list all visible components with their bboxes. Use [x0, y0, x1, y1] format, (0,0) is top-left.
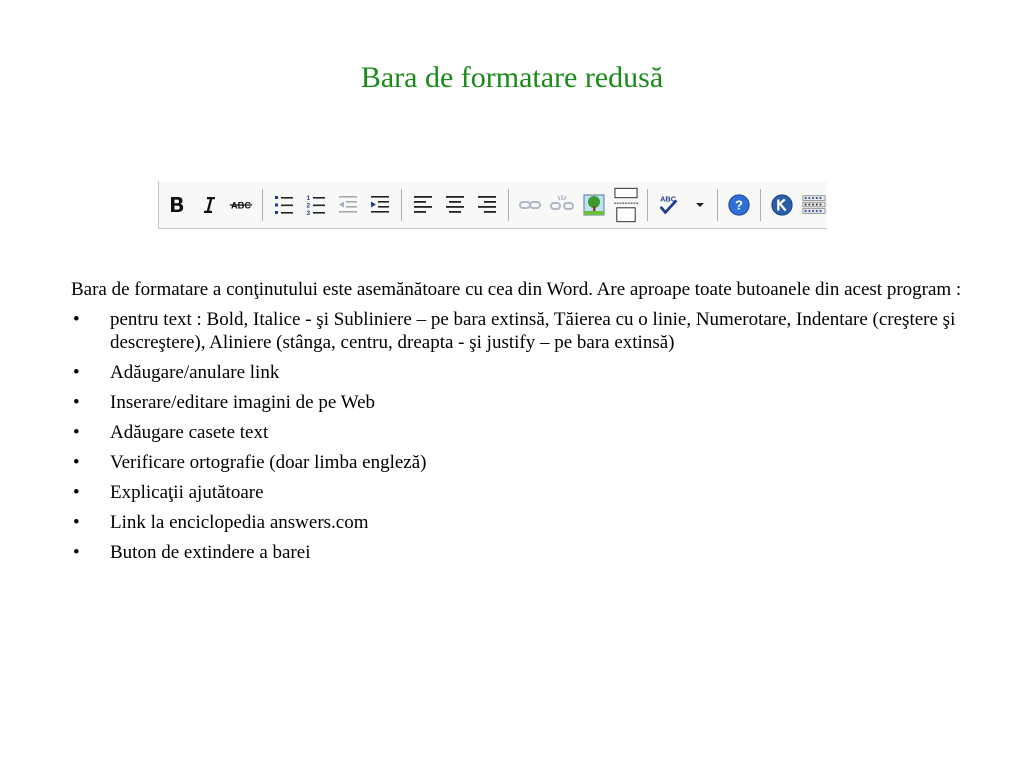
list-item: • pentru text : Bold, Italice - şi Subliniere – pe bara extinsă, Tăierea cu o linie, Numerotare, Indentare (creştere şi descreştere), Aliniere (stânga, centru, dreapta - şi justify – pe bara extinsă)	[71, 308, 966, 354]
align-center-button[interactable]	[443, 191, 467, 219]
toolbar-separator	[647, 189, 648, 221]
help-button[interactable]	[727, 191, 751, 219]
svg-text:1: 1	[306, 194, 311, 202]
insert-link-button[interactable]	[518, 191, 542, 219]
align-center-icon	[444, 193, 466, 217]
chevron-down-icon	[695, 201, 705, 209]
align-left-icon	[412, 193, 434, 217]
toolbar-separator	[262, 189, 263, 221]
toolbar-separator	[508, 189, 509, 221]
help-icon	[727, 192, 751, 218]
numbered-list-button[interactable]	[304, 191, 328, 219]
svg-text:2: 2	[306, 202, 311, 209]
indent-icon	[369, 193, 391, 217]
italic-button[interactable]	[197, 191, 221, 219]
svg-text:ABC: ABC	[660, 193, 677, 203]
indent-button[interactable]	[368, 191, 392, 219]
answers-button[interactable]	[770, 191, 794, 219]
toolbar-separator	[717, 189, 718, 221]
link-icon	[518, 193, 542, 217]
spellcheck-button[interactable]	[657, 191, 681, 219]
slide-title: Bara de formatare redusă	[360, 61, 664, 94]
intro-paragraph: Bara de formatare a conţinutului este asemănătoare cu cea din Word. Are aproape toate butoanele din acest program :	[71, 279, 962, 300]
expand-toolbar-button[interactable]	[802, 191, 826, 219]
svg-text:ABC: ABC	[231, 200, 251, 211]
bold-icon	[168, 194, 186, 216]
outdent-icon	[337, 193, 359, 217]
formatting-toolbar	[158, 181, 827, 229]
align-left-button[interactable]	[411, 191, 435, 219]
bullet-list	[71, 308, 966, 564]
slide-body	[71, 278, 966, 564]
bold-button[interactable]	[165, 191, 189, 219]
toolbar-separator	[760, 189, 761, 221]
remove-link-button[interactable]	[550, 191, 574, 219]
numbered-list-icon	[305, 193, 327, 217]
expand-toolbar-icon	[802, 193, 826, 217]
list-item: • Adăugare casete text	[71, 421, 966, 444]
toolbar-separator	[401, 189, 402, 221]
svg-text:?: ?	[735, 197, 743, 213]
list-item: • Verificare ortografie (doar limba engleză)	[71, 451, 966, 474]
unlink-icon	[550, 193, 574, 217]
list-item: • Inserare/editare imagini de pe Web	[71, 391, 966, 414]
svg-text:3: 3	[306, 209, 311, 217]
strikethrough-icon	[229, 194, 253, 216]
answers-icon	[770, 192, 794, 218]
list-item: • Buton de extindere a barei	[71, 541, 966, 564]
bulleted-list-icon	[273, 193, 295, 217]
text-box-icon	[614, 186, 638, 224]
bulleted-list-button[interactable]	[272, 191, 296, 219]
align-right-button[interactable]	[475, 191, 499, 219]
image-icon	[582, 192, 606, 218]
align-right-icon	[476, 193, 498, 217]
list-item: • Adăugare/anulare link	[71, 361, 966, 384]
spellcheck-dropdown[interactable]	[689, 191, 711, 219]
strikethrough-button[interactable]	[229, 191, 253, 219]
italic-icon	[200, 194, 218, 216]
outdent-button[interactable]	[336, 191, 360, 219]
insert-text-box-button[interactable]	[614, 191, 638, 219]
list-item: • Explicaţii ajutătoare	[71, 481, 966, 504]
insert-image-button[interactable]	[582, 191, 606, 219]
spellcheck-icon	[657, 192, 681, 218]
list-item: • Link la enciclopedia answers.com	[71, 511, 966, 534]
